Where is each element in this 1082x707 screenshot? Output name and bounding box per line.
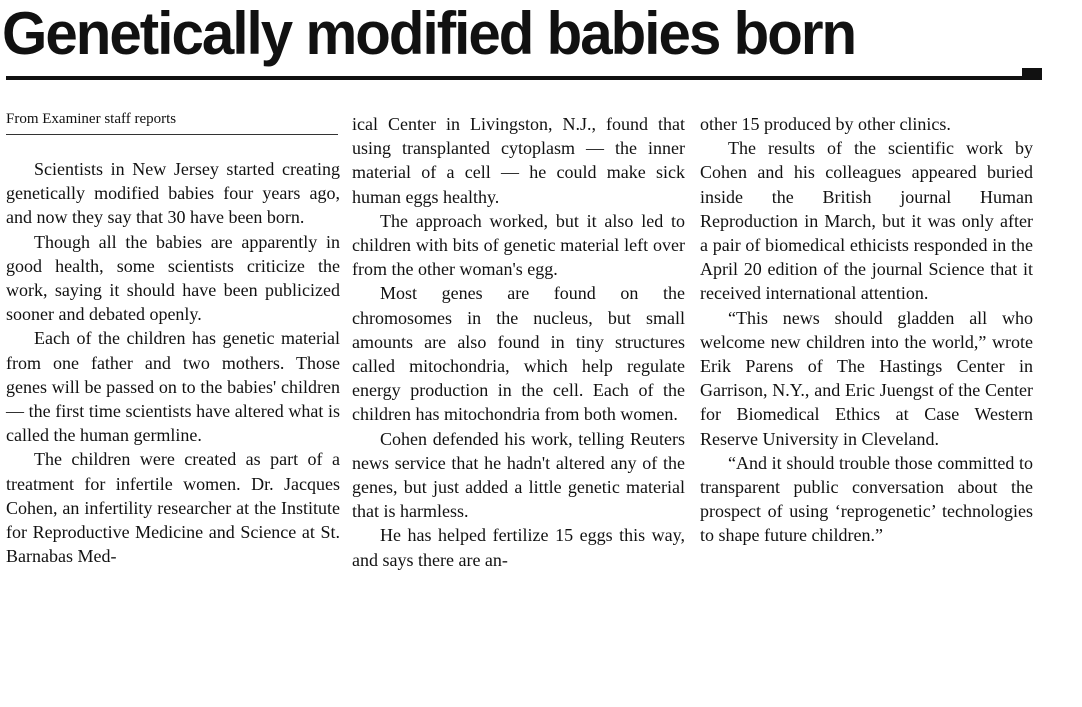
headline: Genetically modified babies born (2, 0, 856, 67)
paragraph: other 15 produced by other clinics. (700, 114, 951, 134)
paragraph: The children were created as part of a treatment for infertile women. Dr. Jacques Cohen, an infertility researcher at the Institute for Reproductive Medicine and Science at St. Barnabas Med- (6, 449, 340, 567)
paragraph: Scientists in New Jersey started creating genetically modified babies four years ago, and now they say that 30 have been born. (6, 159, 340, 228)
paragraph: Though all the babies are apparently in good health, some scientists criticize the work, saying it should have been publicized sooner and debated openly. (6, 231, 340, 325)
paragraph: Cohen defended his work, telling Reuters news service that he hadn't altered any of the genes, but just added a little genetic material that is harmless. (352, 428, 685, 522)
article-column-1 (6, 112, 340, 568)
byline: From Examiner staff reports (6, 102, 338, 135)
paragraph: Each of the children has genetic material from one father and two mothers. Those genes will be passed on to the babies' children — the first time scientists have altered what is called the human germline. (6, 328, 340, 446)
paragraph: ical Center in Livingston, N.J., found that using transplanted cytoplasm — the inner material of a cell — he could make sick human eggs healthy. (352, 114, 685, 207)
headline-rule (6, 76, 1042, 80)
paragraph: He has helped fertilize 15 eggs this way, and says there are an- (352, 525, 685, 570)
article-column-2 (352, 112, 685, 572)
paragraph: Most genes are found on the chromosomes in the nucleus, but small amounts are also found in tiny structures called mitochondria, which help regulate energy production in the cell. Each of the children has mitochondria from both women. (352, 283, 685, 425)
headline-rule-cap (1022, 68, 1042, 80)
article-column-3 (700, 112, 1033, 548)
paragraph: The results of the scientific work by Cohen and his colleagues appeared buried inside the British journal Human Reproduction in March, but it was only after a pair of biomedical ethicists responded in the April 20 edition of the journal Science that it received international attention. (700, 138, 1033, 304)
paragraph: The approach worked, but it also led to children with bits of genetic material left over from the other woman's egg. (352, 210, 685, 280)
paragraph: “This news should gladden all who welcome new children into the world,” wrote Erik Parens of The Hastings Center in Garrison, N.Y., and Eric Juengst of the Center for Biomedical Ethics at Case Western Reserve University in Cleveland. (700, 307, 1033, 449)
paragraph: “And it should trouble those committed to transparent public conversation about the prospect of using ‘reprogenetic’ technologies to shape future children.” (700, 452, 1033, 546)
